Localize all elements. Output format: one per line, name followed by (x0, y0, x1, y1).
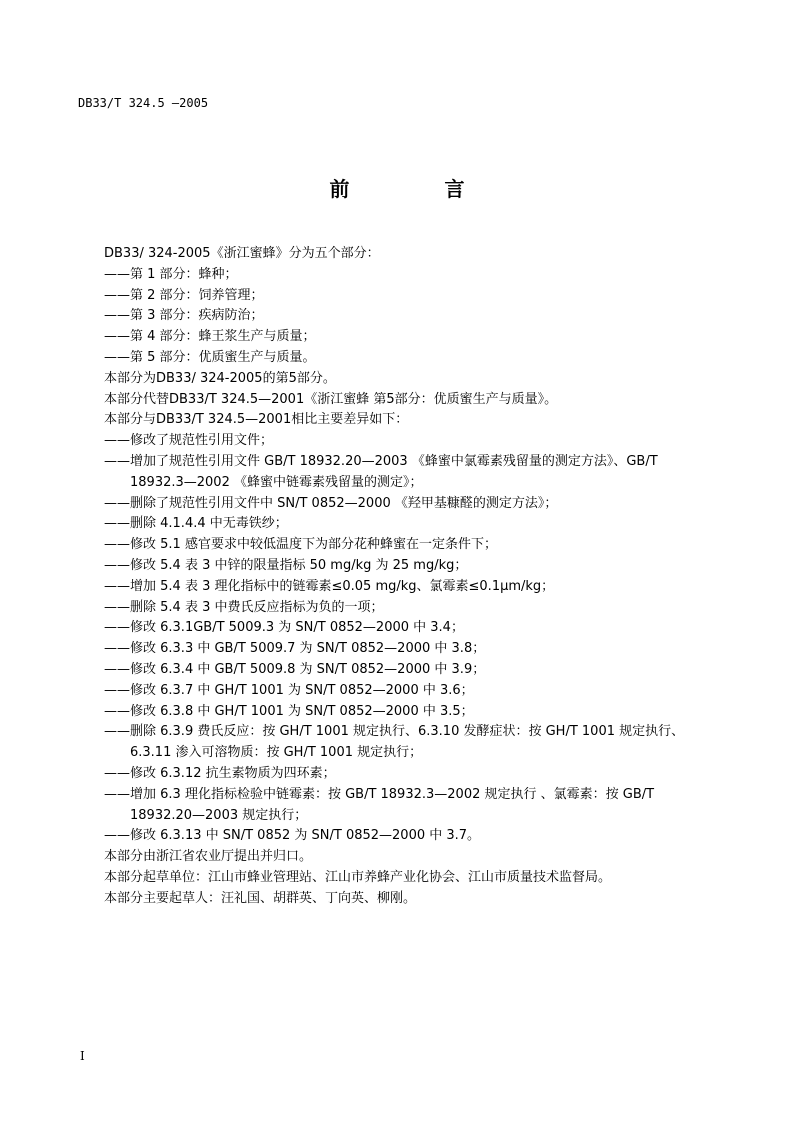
foreword-body (104, 244, 704, 910)
body-line: ——修改 6.3.8 中 GH/T 1001 为 SN/T 0852—2000 中 3.5； (104, 703, 474, 719)
body-line: DB33/ 324-2005《浙江蜜蜂》分为五个部分： (104, 246, 380, 261)
page-number: I (80, 1049, 85, 1063)
body-line: 本部分与DB33/T 324.5—2001相比主要差异如下： (104, 412, 409, 428)
body-line: ——删除了规范性引用文件中 SN/T 0852—2000 《羟甲基糠醛的测定方法》； (104, 495, 558, 511)
document-code: DB33/T 324.5 —2005 (78, 96, 209, 110)
body-line: ——第 2 部分：饲养管理； (104, 287, 264, 303)
body-line: ——删除 4.1.4.4 中无毒铁纱； (104, 516, 288, 532)
body-line: 本部分为DB33/ 324-2005的第5部分。 (104, 370, 336, 386)
page-title: 前 言 (329, 177, 509, 201)
body-line: ——修改 6.3.7 中 GH/T 1001 为 SN/T 0852—2000 中 3.6； (104, 682, 474, 698)
body-line: ——修改 6.3.12 抗生素物质为四环素； (104, 765, 336, 781)
body-line-continuation: 18932.20—2003 规定执行； (130, 807, 308, 823)
body-line: ——增加了规范性引用文件 GB/T 18932.20—2003 《蜂蜜中氯霉素残留量的测定方法》、GB/T (104, 453, 658, 469)
body-line: ——第 4 部分：蜂王浆生产与质量； (104, 329, 316, 345)
body-line: ——修改 5.4 表 3 中锌的限量指标 50 mg/kg 为 25 mg/kg； (104, 557, 468, 573)
body-line: ——修改 6.3.1GB/T 5009.3 为 SN/T 0852—2000 中 3.4； (104, 620, 464, 636)
body-line: 本部分代替DB33/T 324.5—2001《浙江蜜蜂 第5部分：优质蜜生产与质量》。 (104, 391, 558, 407)
body-line: ——修改了规范性引用文件； (104, 433, 274, 449)
body-line: ——删除 6.3.9 费氏反应：按 GH/T 1001 规定执行、6.3.10 发酵症状：按 GH/T 1001 规定执行、 (104, 724, 685, 740)
body-line-continuation: 18932.3—2002 《蜂蜜中链霉素残留量的测定》； (130, 474, 423, 490)
body-line: ——修改 5.1 感官要求中较低温度下为部分花种蜂蜜在一定条件下； (104, 537, 497, 553)
body-line-continuation: 6.3.11 渗入可溶物质：按 GH/T 1001 规定执行； (130, 745, 423, 761)
body-line: ——第 1 部分：蜂种； (104, 266, 238, 282)
body-line: ——修改 6.3.13 中 SN/T 0852 为 SN/T 0852—2000 中 3.7。 (104, 828, 481, 844)
body-line: 本部分起草单位：江山市蜂业管理站、江山市养蜂产业化协会、江山市质量技术监督局。 (104, 869, 612, 885)
body-line: ——删除 5.4 表 3 中费氏反应指标为负的一项； (104, 599, 384, 615)
body-line: ——第 3 部分：疾病防治； (104, 308, 264, 324)
body-line: 本部分由浙江省农业厅提出并归口。 (104, 849, 313, 865)
body-line: 本部分主要起草人：汪礼国、胡群英、丁向英、柳刚。 (104, 890, 417, 906)
body-line: ——增加 5.4 表 3 理化指标中的链霉素≤0.05 mg/kg、氯霉素≤0.1μm/kg； (104, 578, 555, 594)
body-line: ——修改 6.3.3 中 GB/T 5009.7 为 SN/T 0852—2000 中 3.8； (104, 641, 486, 657)
body-line: ——增加 6.3 理化指标检验中链霉素：按 GB/T 18932.3—2002 规定执行 、氯霉素：按 GB/T (104, 786, 655, 802)
body-line: ——修改 6.3.4 中 GB/T 5009.8 为 SN/T 0852—2000 中 3.9； (104, 661, 486, 677)
body-line: ——第 5 部分：优质蜜生产与质量。 (104, 349, 316, 365)
